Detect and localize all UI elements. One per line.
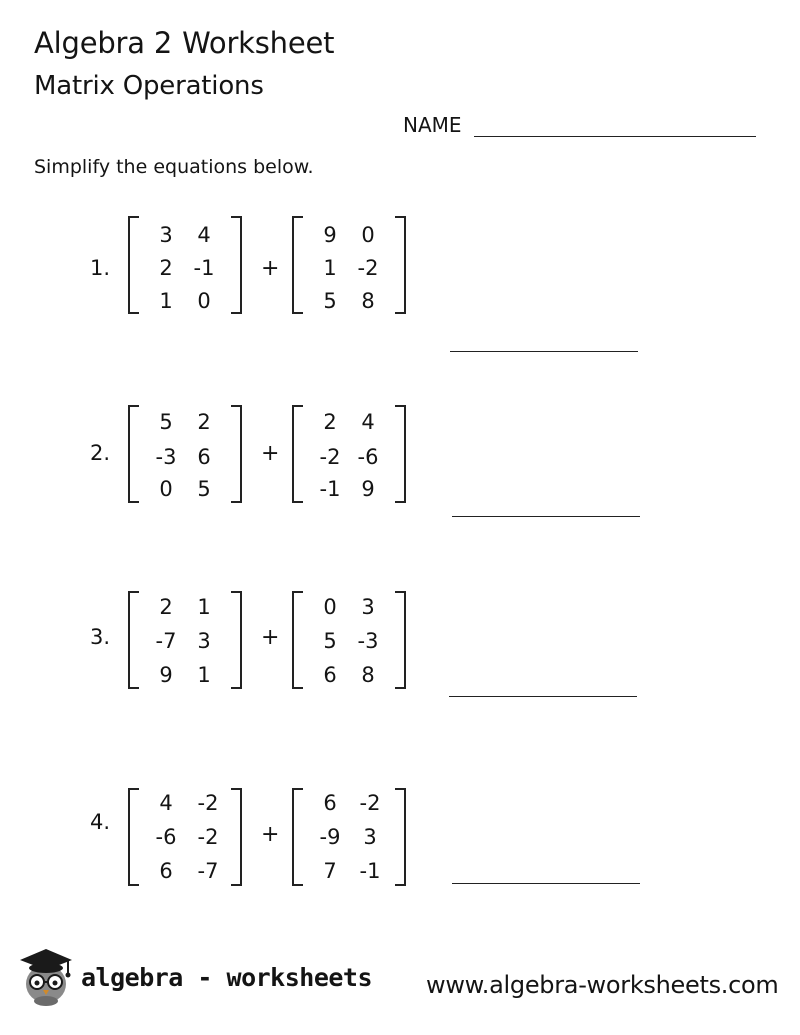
left-bracket: [292, 591, 303, 689]
right-bracket: [395, 591, 406, 689]
right-bracket: [395, 788, 406, 886]
problem-1: [0, 216, 800, 326]
matrix-b: [292, 591, 406, 687]
matrix-cell: 6: [197, 445, 211, 469]
answer-line-4: [452, 883, 640, 884]
matrix-cell: -2: [197, 825, 219, 849]
matrix-cell: 1: [197, 663, 211, 687]
matrix-cell: -7: [155, 629, 177, 653]
plus-operator: +: [261, 625, 280, 650]
matrix-cell: 3: [361, 595, 375, 619]
matrix-cell: 8: [361, 289, 375, 313]
matrix-cell: 4: [361, 410, 375, 434]
matrix-a: [128, 591, 242, 687]
left-bracket: [128, 405, 139, 503]
problem-number: 3.: [90, 625, 111, 649]
matrix-cell: -1: [359, 859, 381, 883]
brand-wordmark: algebra - worksheets: [81, 963, 373, 992]
problem-number: 2.: [90, 441, 111, 465]
matrix-cell: 0: [197, 289, 211, 313]
right-bracket: [231, 405, 242, 503]
matrix-a: [128, 788, 242, 884]
matrix-cell: -9: [319, 825, 341, 849]
instructions: Simplify the equations below.: [34, 156, 314, 178]
matrix-cell: 7: [323, 859, 337, 883]
matrix-cell: -2: [319, 445, 341, 469]
right-bracket: [395, 216, 406, 314]
answer-line-1: [450, 351, 638, 352]
right-bracket: [231, 591, 242, 689]
matrix-cell: 6: [323, 791, 337, 815]
matrix-cell: 3: [159, 223, 173, 247]
matrix-b: [292, 405, 406, 501]
problem-number: 4.: [90, 810, 111, 834]
worksheet-subtitle: Matrix Operations: [34, 71, 264, 101]
matrix-cell: 6: [323, 663, 337, 687]
left-bracket: [128, 216, 139, 314]
matrix-cell: -2: [359, 791, 381, 815]
matrix-cell: -7: [197, 859, 219, 883]
name-line: [474, 136, 756, 137]
matrix-cell: 0: [159, 477, 173, 501]
matrix-cell: 2: [159, 256, 173, 280]
matrix-cell: 9: [323, 223, 337, 247]
plus-operator: +: [261, 256, 280, 281]
problem-2: [0, 405, 800, 515]
left-bracket: [292, 405, 303, 503]
plus-operator: +: [261, 441, 280, 466]
matrix-cell: -2: [357, 256, 379, 280]
graduation-owl-icon: [16, 946, 76, 1008]
matrix-cell: -3: [357, 629, 379, 653]
matrix-cell: -1: [319, 477, 341, 501]
matrix-cell: 5: [323, 289, 337, 313]
plus-operator: +: [261, 822, 280, 847]
matrix-cell: 1: [323, 256, 337, 280]
left-bracket: [128, 788, 139, 886]
matrix-cell: 9: [361, 477, 375, 501]
matrix-cell: 1: [159, 289, 173, 313]
left-bracket: [292, 788, 303, 886]
matrix-cell: 3: [363, 825, 377, 849]
matrix-cell: -6: [155, 825, 177, 849]
matrix-a: [128, 405, 242, 501]
title-part-1: Algebra 2: [34, 26, 173, 60]
matrix-cell: 6: [159, 859, 173, 883]
answer-line-3: [449, 696, 637, 697]
matrix-cell: 4: [159, 791, 173, 815]
problem-4: [0, 788, 800, 898]
problem-number: 1.: [90, 256, 111, 280]
website-url: www.algebra-worksheets.com: [426, 971, 779, 999]
name-label: NAME: [403, 113, 462, 137]
worksheet-title: [34, 26, 334, 60]
right-bracket: [231, 216, 242, 314]
left-bracket: [128, 591, 139, 689]
right-bracket: [231, 788, 242, 886]
matrix-cell: 5: [323, 629, 337, 653]
matrix-cell: -3: [155, 445, 177, 469]
answer-line-2: [452, 516, 640, 517]
right-bracket: [395, 405, 406, 503]
matrix-cell: -6: [357, 445, 379, 469]
matrix-cell: 5: [159, 410, 173, 434]
matrix-cell: 5: [197, 477, 211, 501]
matrix-cell: 3: [197, 629, 211, 653]
problem-3: [0, 591, 800, 701]
matrix-cell: 0: [361, 223, 375, 247]
title-part-2: Worksheet: [182, 26, 335, 60]
matrix-cell: -1: [193, 256, 215, 280]
matrix-cell: 2: [159, 595, 173, 619]
matrix-a: [128, 216, 242, 312]
matrix-cell: 8: [361, 663, 375, 687]
matrix-cell: 2: [323, 410, 337, 434]
matrix-cell: 1: [197, 595, 211, 619]
matrix-b: [292, 216, 406, 312]
left-bracket: [292, 216, 303, 314]
matrix-cell: -2: [197, 791, 219, 815]
matrix-b: [292, 788, 406, 884]
matrix-cell: 4: [197, 223, 211, 247]
matrix-cell: 9: [159, 663, 173, 687]
matrix-cell: 0: [323, 595, 337, 619]
matrix-cell: 2: [197, 410, 211, 434]
